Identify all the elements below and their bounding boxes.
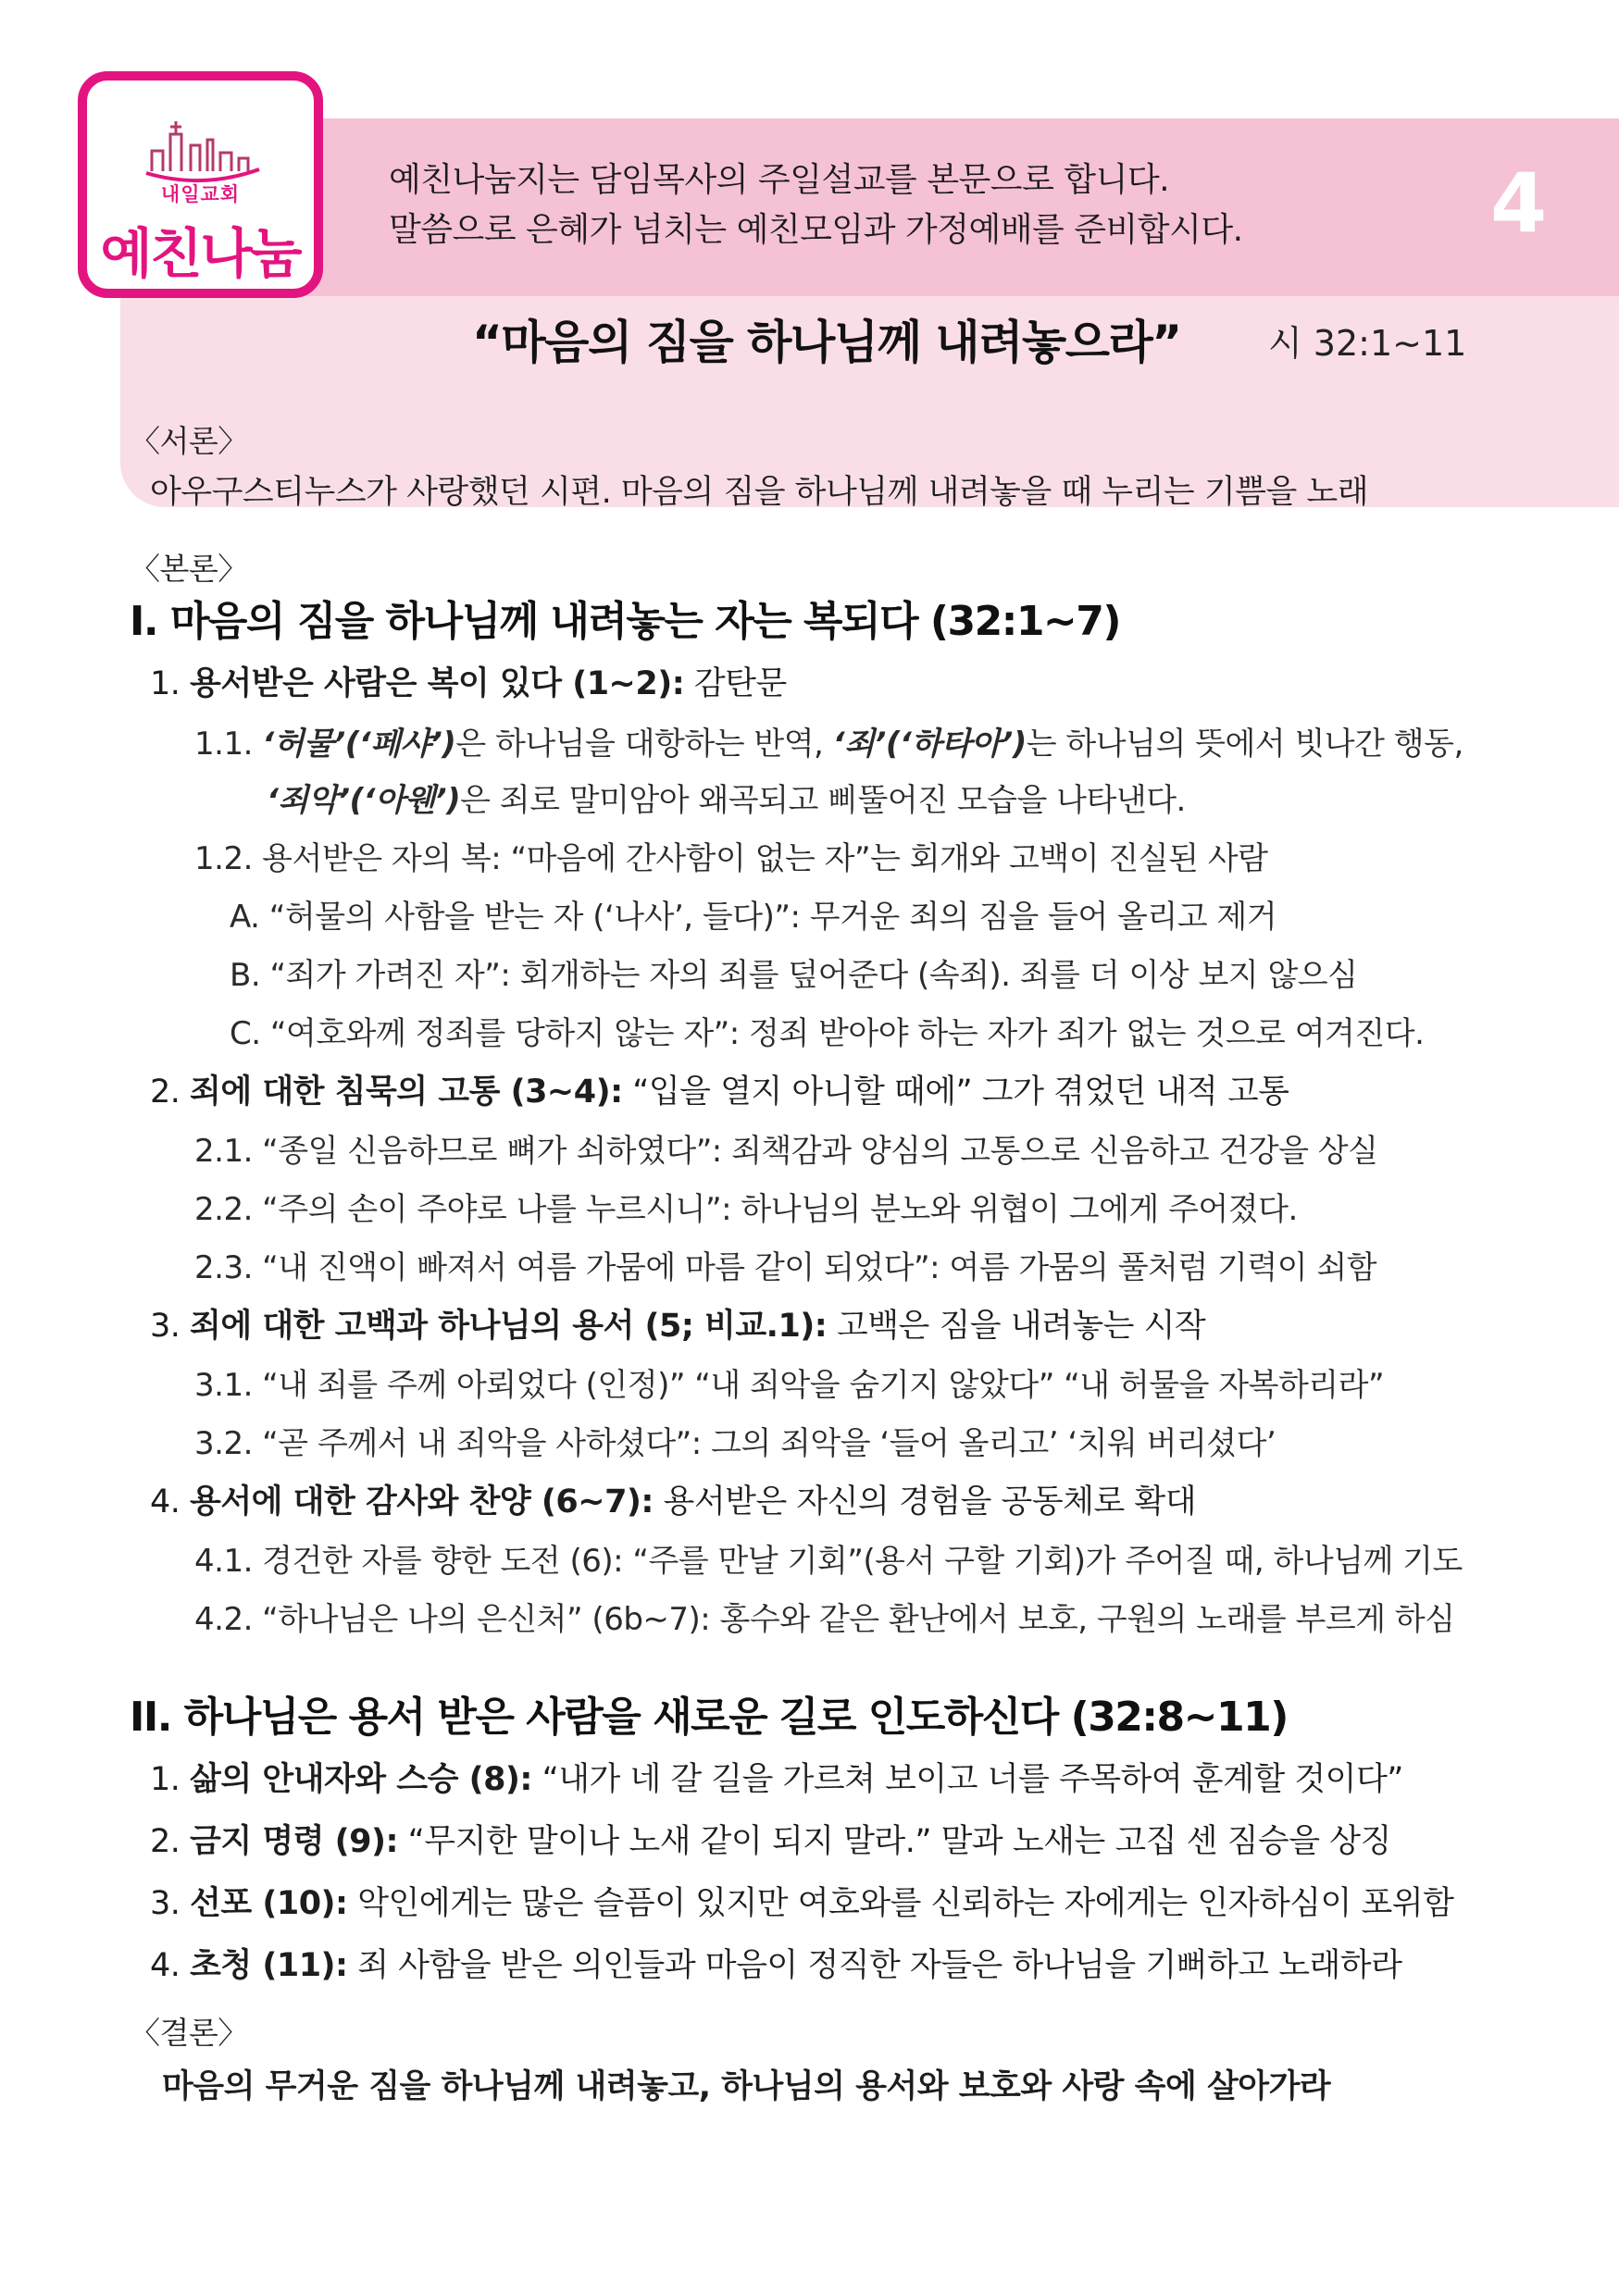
point-2-1: 2.1. “종일 신음하므로 뼈가 쇠하였다”: 죄책감과 양심의 고통으로 신음하고 건강을 상실 [194, 1133, 1378, 1170]
intro-line-1: 예친나눔지는 담임목사의 주일설교를 본문으로 합니다. [389, 161, 1170, 199]
point-3: 3. 죄에 대한 고백과 하나님의 용서 (5; 비교.1): 고백은 짐을 내려놓는 시작 [150, 1308, 1206, 1345]
point-1-2-b: B. “죄가 가려진 자”: 회개하는 자의 죄를 덮어준다 (속죄). 죄를 더 이상 보지 않으심 [230, 957, 1358, 994]
point-2: 2. 죄에 대한 침묵의 고통 (3∼4): “입을 열지 아니할 때에” 그가 겪었던 내적 고통 [150, 1074, 1289, 1111]
point-1-1-cont: ‘죄악’(‘아웬’)은 죄로 말미암아 왜곡되고 삐뚤어진 모습을 나타낸다. [267, 782, 1186, 819]
point-1-1: 1.1. ‘허물’(‘페샤’)은 하나님을 대항하는 반역, ‘죄’(‘하타아’)는 하나님의 뜻에서 빗나간 행동, [194, 726, 1463, 763]
logo-church-name: 내일교회 [160, 183, 241, 205]
point-1-2-a: A. “허물의 사함을 받는 자 (‘나사’, 들다)”: 무거운 죄의 짐을 들어 올리고 제거 [230, 899, 1277, 936]
intro-text: 아우구스티누스가 사랑했던 시편. 마음의 짐을 하나님께 내려놓을 때 누리는 기쁨을 노래 [150, 474, 1369, 511]
logo-title: 예친나눔 [100, 222, 301, 285]
point-3-2: 3.2. “곧 주께서 내 죄악을 사하셨다”: 그의 죄악을 ‘들어 올리고’ ‘치워 버리셨다’ [194, 1425, 1277, 1462]
intro-line-2: 말씀으로 은혜가 넘치는 예친모임과 가정예배를 준비합시다. [389, 211, 1243, 249]
part1-heading: I. 마음의 짐을 하나님께 내려놓는 자는 복되다 (32:1~7) [130, 598, 1121, 645]
point-1-2: 1.2. 용서받은 자의 복: “마음에 간사함이 없는 자”는 회개와 고백이 진실된 사람 [194, 840, 1268, 877]
part2-item-3: 3. 선포 (10): 악인에게는 많은 슬픔이 있지만 여호와를 신뢰하는 자에게는 인자하심이 포위함 [150, 1885, 1454, 1922]
point-2-2: 2.2. “주의 손이 주야로 나를 누르시니”: 하나님의 분노와 위협이 그에게 주어졌다. [194, 1191, 1298, 1228]
point-1: 1. 용서받은 사람은 복이 있다 (1∼2): 감탄문 [150, 665, 787, 702]
point-1-2-c: C. “여호와께 정죄를 당하지 않는 자”: 정죄 받아야 하는 자가 죄가 없는 것으로 여겨진다. [230, 1015, 1425, 1052]
page-number: 4 [1490, 155, 1548, 251]
point-4: 4. 용서에 대한 감사와 찬양 (6∼7): 용서받은 자신의 경험을 공동체로 확대 [150, 1483, 1197, 1520]
conclusion-label: 〈결론〉 [130, 2015, 248, 2051]
body-label: 〈본론〉 [130, 551, 248, 587]
scripture-reference: 시 32:1∼11 [1268, 323, 1467, 364]
point-2-3: 2.3. “내 진액이 빠져서 여름 가뭄에 마름 같이 되었다”: 여름 가뭄의 풀처럼 기력이 쇠함 [194, 1249, 1377, 1286]
church-logo-icon [143, 116, 263, 190]
sermon-title: “마음의 짐을 하나님께 내려놓으라” [472, 316, 1181, 369]
part2-item-2: 2. 금지 명령 (9): “무지한 말이나 노새 같이 되지 말라.” 말과 노새는 고집 센 짐승을 상징 [150, 1823, 1391, 1860]
point-4-1: 4.1. 경건한 자를 향한 도전 (6): “주를 만날 기회”(용서 구할 기회)가 주어질 때, 하나님께 기도 [194, 1543, 1463, 1580]
point-3-1: 3.1. “내 죄를 주께 아뢰었다 (인정)” “내 죄악을 숨기지 않았다” “내 허물을 자복하리라” [194, 1367, 1385, 1404]
part2-heading: II. 하나님은 용서 받은 사람을 새로운 길로 인도하신다 (32:8~11) [130, 1694, 1288, 1741]
part2-item-1: 1. 삶의 안내자와 스승 (8): “내가 네 갈 길을 가르쳐 보이고 너를 주목하여 훈계할 것이다” [150, 1761, 1403, 1798]
conclusion-text: 마음의 무거운 짐을 하나님께 내려놓고, 하나님의 용서와 보호와 사랑 속에 살아가라 [162, 2068, 1331, 2105]
part2-item-4: 4. 초청 (11): 죄 사함을 받은 의인들과 마음이 정직한 자들은 하나님을 기뻐하고 노래하라 [150, 1947, 1402, 1984]
point-4-2: 4.2. “하나님은 나의 은신처” (6b∼7): 홍수와 같은 환난에서 보호, 구원의 노래를 부르게 하심 [194, 1601, 1455, 1638]
intro-label: 〈서론〉 [130, 423, 248, 459]
logo-box [78, 71, 323, 298]
